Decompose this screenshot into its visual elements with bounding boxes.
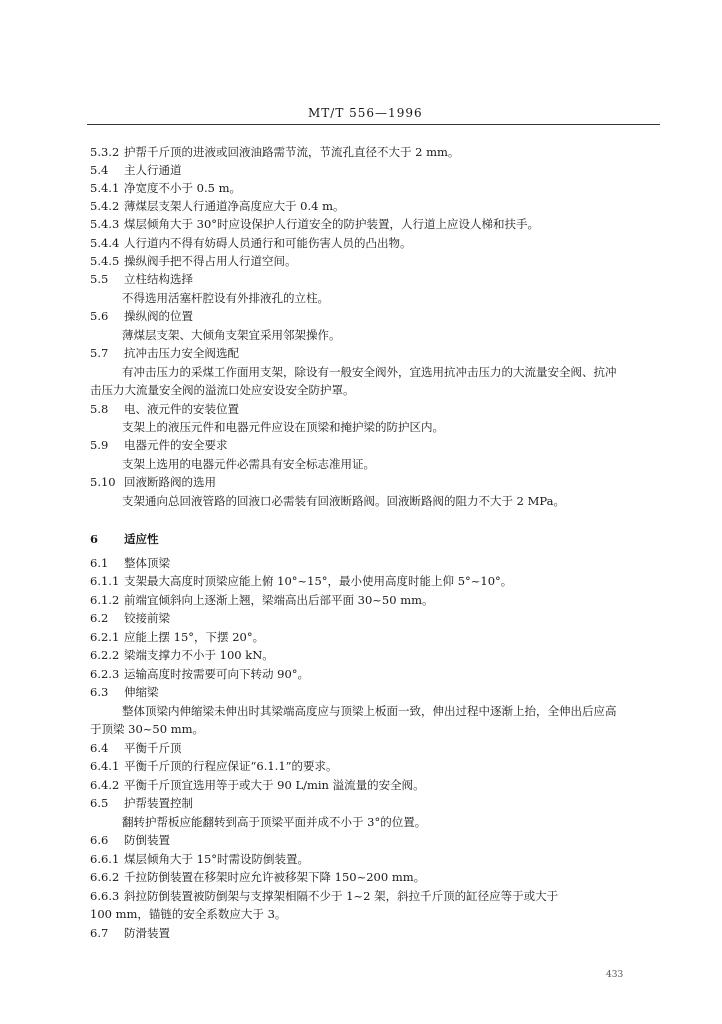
clause-text: 平衡千斤顶宜选用等于或大于 90 L/min 溢流量的安全阀。	[124, 778, 425, 792]
clause-text: 电、液元件的安装位置	[124, 402, 239, 416]
clause-text: 薄煤层支架人行通道净高度应大于 0.4 m。	[124, 199, 345, 213]
text-line	[90, 832, 170, 848]
clause-text: 翻转护帮板应能翻转到高于顶梁平面并成不小于 3°的位置。	[122, 815, 427, 829]
clause-number: 6.7	[90, 926, 109, 940]
document-header: MT/T 556—1996	[308, 106, 423, 120]
clause-text: 整体顶梁	[124, 556, 170, 570]
clause-number: 6.2	[90, 611, 109, 625]
text-line	[90, 555, 170, 571]
text-line	[90, 888, 558, 904]
clause-text: 不得选用活塞杆腔设有外排液孔的立柱。	[122, 291, 329, 305]
clause-number: 6.4.1	[90, 759, 120, 773]
clause-text: 护帮千斤顶的进液或回液油路需节流，节流孔直径不大于 2 mm。	[124, 145, 460, 159]
clause-number: 6.1	[90, 556, 109, 570]
clause-text: 护帮装置控制	[124, 796, 193, 810]
page-number: 433	[606, 970, 624, 980]
clause-number: 6.4	[90, 741, 109, 755]
text-line	[122, 290, 329, 306]
text-line	[90, 684, 159, 700]
text-line	[90, 382, 355, 398]
clause-number: 6	[90, 532, 99, 546]
text-line	[90, 647, 274, 663]
text-line	[90, 162, 182, 178]
clause-text: 净宽度不小于 0.5 m。	[124, 181, 242, 195]
text-line	[122, 493, 565, 509]
text-line	[90, 573, 512, 589]
clause-number: 6.6.1	[90, 852, 120, 866]
clause-text: 伸缩梁	[124, 685, 159, 699]
clause-number: 5.9	[90, 438, 109, 452]
clause-text: 薄煤层支架、大倾角支架宜采用邻架操作。	[122, 328, 341, 342]
text-line	[90, 144, 459, 160]
clause-number: 6.1.1	[90, 574, 120, 588]
clause-number: 6.2.1	[90, 630, 120, 644]
clause-text: 人行道内不得有妨碍人员通行和可能伤害人员的凸出物。	[124, 236, 412, 250]
text-line	[90, 253, 297, 269]
clause-number: 6.6.3	[90, 889, 120, 903]
clause-text: 回液断路阀的选用	[124, 475, 216, 489]
clause-text: 操纵阀的位置	[124, 309, 193, 323]
clause-number: 6.1.2	[90, 593, 120, 607]
text-line	[90, 437, 228, 453]
clause-text: 100 mm，锚链的安全系数应大于 3。	[90, 907, 287, 921]
clause-number: 6.2.3	[90, 667, 120, 681]
clause-text: 平衡千斤顶	[124, 741, 182, 755]
clause-number: 5.4.1	[90, 181, 120, 195]
clause-text: 于顶梁 30~50 mm。	[90, 722, 205, 736]
text-line	[90, 531, 159, 547]
text-line	[90, 851, 309, 867]
text-line	[122, 456, 375, 472]
clause-text: 支架上的液压元件和电器元件应设在顶梁和掩护梁的防护区内。	[122, 420, 444, 434]
clause-text: 梁端支撑力不小于 100 kN。	[124, 648, 274, 662]
clause-text: 铰接前梁	[124, 611, 170, 625]
text-line	[90, 925, 170, 941]
text-line	[90, 795, 193, 811]
clause-number: 5.4.5	[90, 254, 120, 268]
clause-text: 有冲击压力的采煤工作面用支架，除设有一般安全阀外，宜选用抗冲击压力的大流量安全阀、抗冲	[122, 365, 617, 379]
text-line	[90, 235, 412, 251]
clause-text: 防倒装置	[124, 833, 170, 847]
text-line	[122, 327, 341, 343]
text-line	[90, 198, 345, 214]
clause-text: 千拉防倒装置在移架时应允许被移架下降 150~200 mm。	[124, 870, 426, 884]
clause-number: 6.5	[90, 796, 109, 810]
text-line	[90, 610, 170, 626]
clause-number: 5.10	[90, 475, 116, 489]
clause-number: 5.6	[90, 309, 109, 323]
text-line	[90, 474, 216, 490]
clause-number: 6.2.2	[90, 648, 120, 662]
clause-number: 6.6.2	[90, 870, 120, 884]
text-line	[122, 703, 617, 719]
clause-text: 运输高度时按需要可向下转动 90°。	[124, 667, 310, 681]
text-line	[90, 740, 182, 756]
clause-text: 平衡千斤顶的行程应保证“6.1.1”的要求。	[124, 759, 338, 773]
clause-number: 6.3	[90, 685, 109, 699]
clause-text: 防滑装置	[124, 926, 170, 940]
text-line	[90, 906, 286, 922]
clause-number: 5.3.2	[90, 145, 120, 159]
text-line	[90, 180, 241, 196]
clause-text: 支架最大高度时顶梁应能上俯 10°~15°，最小使用高度时能上仰 5°~10°。	[124, 574, 513, 588]
clause-number: 5.8	[90, 402, 109, 416]
text-line	[90, 629, 264, 645]
text-line	[122, 814, 426, 830]
clause-text: 斜拉防倒装置被防倒架与支撑架相隔不少于 1~2 架，斜拉千斤顶的缸径应等于或大于	[124, 889, 559, 903]
clause-text: 立柱结构选择	[124, 272, 193, 286]
clause-number: 5.5	[90, 272, 109, 286]
clause-text: 应能上摆 15°，下摆 20°。	[124, 630, 265, 644]
text-line	[122, 419, 444, 435]
text-line	[90, 869, 425, 885]
text-line	[90, 401, 239, 417]
text-line	[90, 592, 434, 608]
clause-number: 5.4.3	[90, 217, 120, 231]
text-line	[90, 308, 193, 324]
text-line	[90, 721, 204, 737]
clause-number: 6.4.2	[90, 778, 120, 792]
clause-text: 支架通向总回液管路的回液口必需装有回液断路阀。回液断路阀的阻力不大于 2 MPa。	[122, 494, 565, 508]
clause-number: 5.7	[90, 346, 109, 360]
clause-text: 抗冲击压力安全阀选配	[124, 346, 239, 360]
clause-text: 前端宜倾斜向上逐渐上翘，梁端高出后部平面 30~50 mm。	[124, 593, 434, 607]
header-rule	[87, 124, 660, 125]
clause-text: 主人行通道	[124, 163, 182, 177]
clause-text: 电器元件的安全要求	[124, 438, 228, 452]
text-line	[90, 777, 425, 793]
text-line	[90, 345, 239, 361]
clause-text: 适应性	[124, 532, 159, 546]
text-line	[90, 216, 539, 232]
clause-number: 6.6	[90, 833, 109, 847]
clause-text: 支架上选用的电器元件必需具有安全标志准用证。	[122, 457, 375, 471]
clause-text: 击压力大流量安全阀的溢流口处应安设安全防护罩。	[90, 383, 355, 397]
text-line	[90, 666, 309, 682]
clause-text: 整体顶梁内伸缩梁未伸出时其梁端高度应与顶梁上板面一致，伸出过程中逐渐上抬，全伸出后应高	[122, 704, 617, 718]
clause-text: 操纵阀手把不得占用人行道空间。	[124, 254, 297, 268]
clause-number: 5.4	[90, 163, 109, 177]
text-line	[90, 758, 338, 774]
clause-number: 5.4.4	[90, 236, 120, 250]
text-line	[90, 271, 193, 287]
text-line	[122, 364, 617, 380]
clause-text: 煤层倾角大于 15°时需设防倒装置。	[124, 852, 310, 866]
clause-text: 煤层倾角大于 30°时应设保护人行道安全的防护装置，人行道上应设人梯和扶手。	[124, 217, 540, 231]
clause-number: 5.4.2	[90, 199, 120, 213]
